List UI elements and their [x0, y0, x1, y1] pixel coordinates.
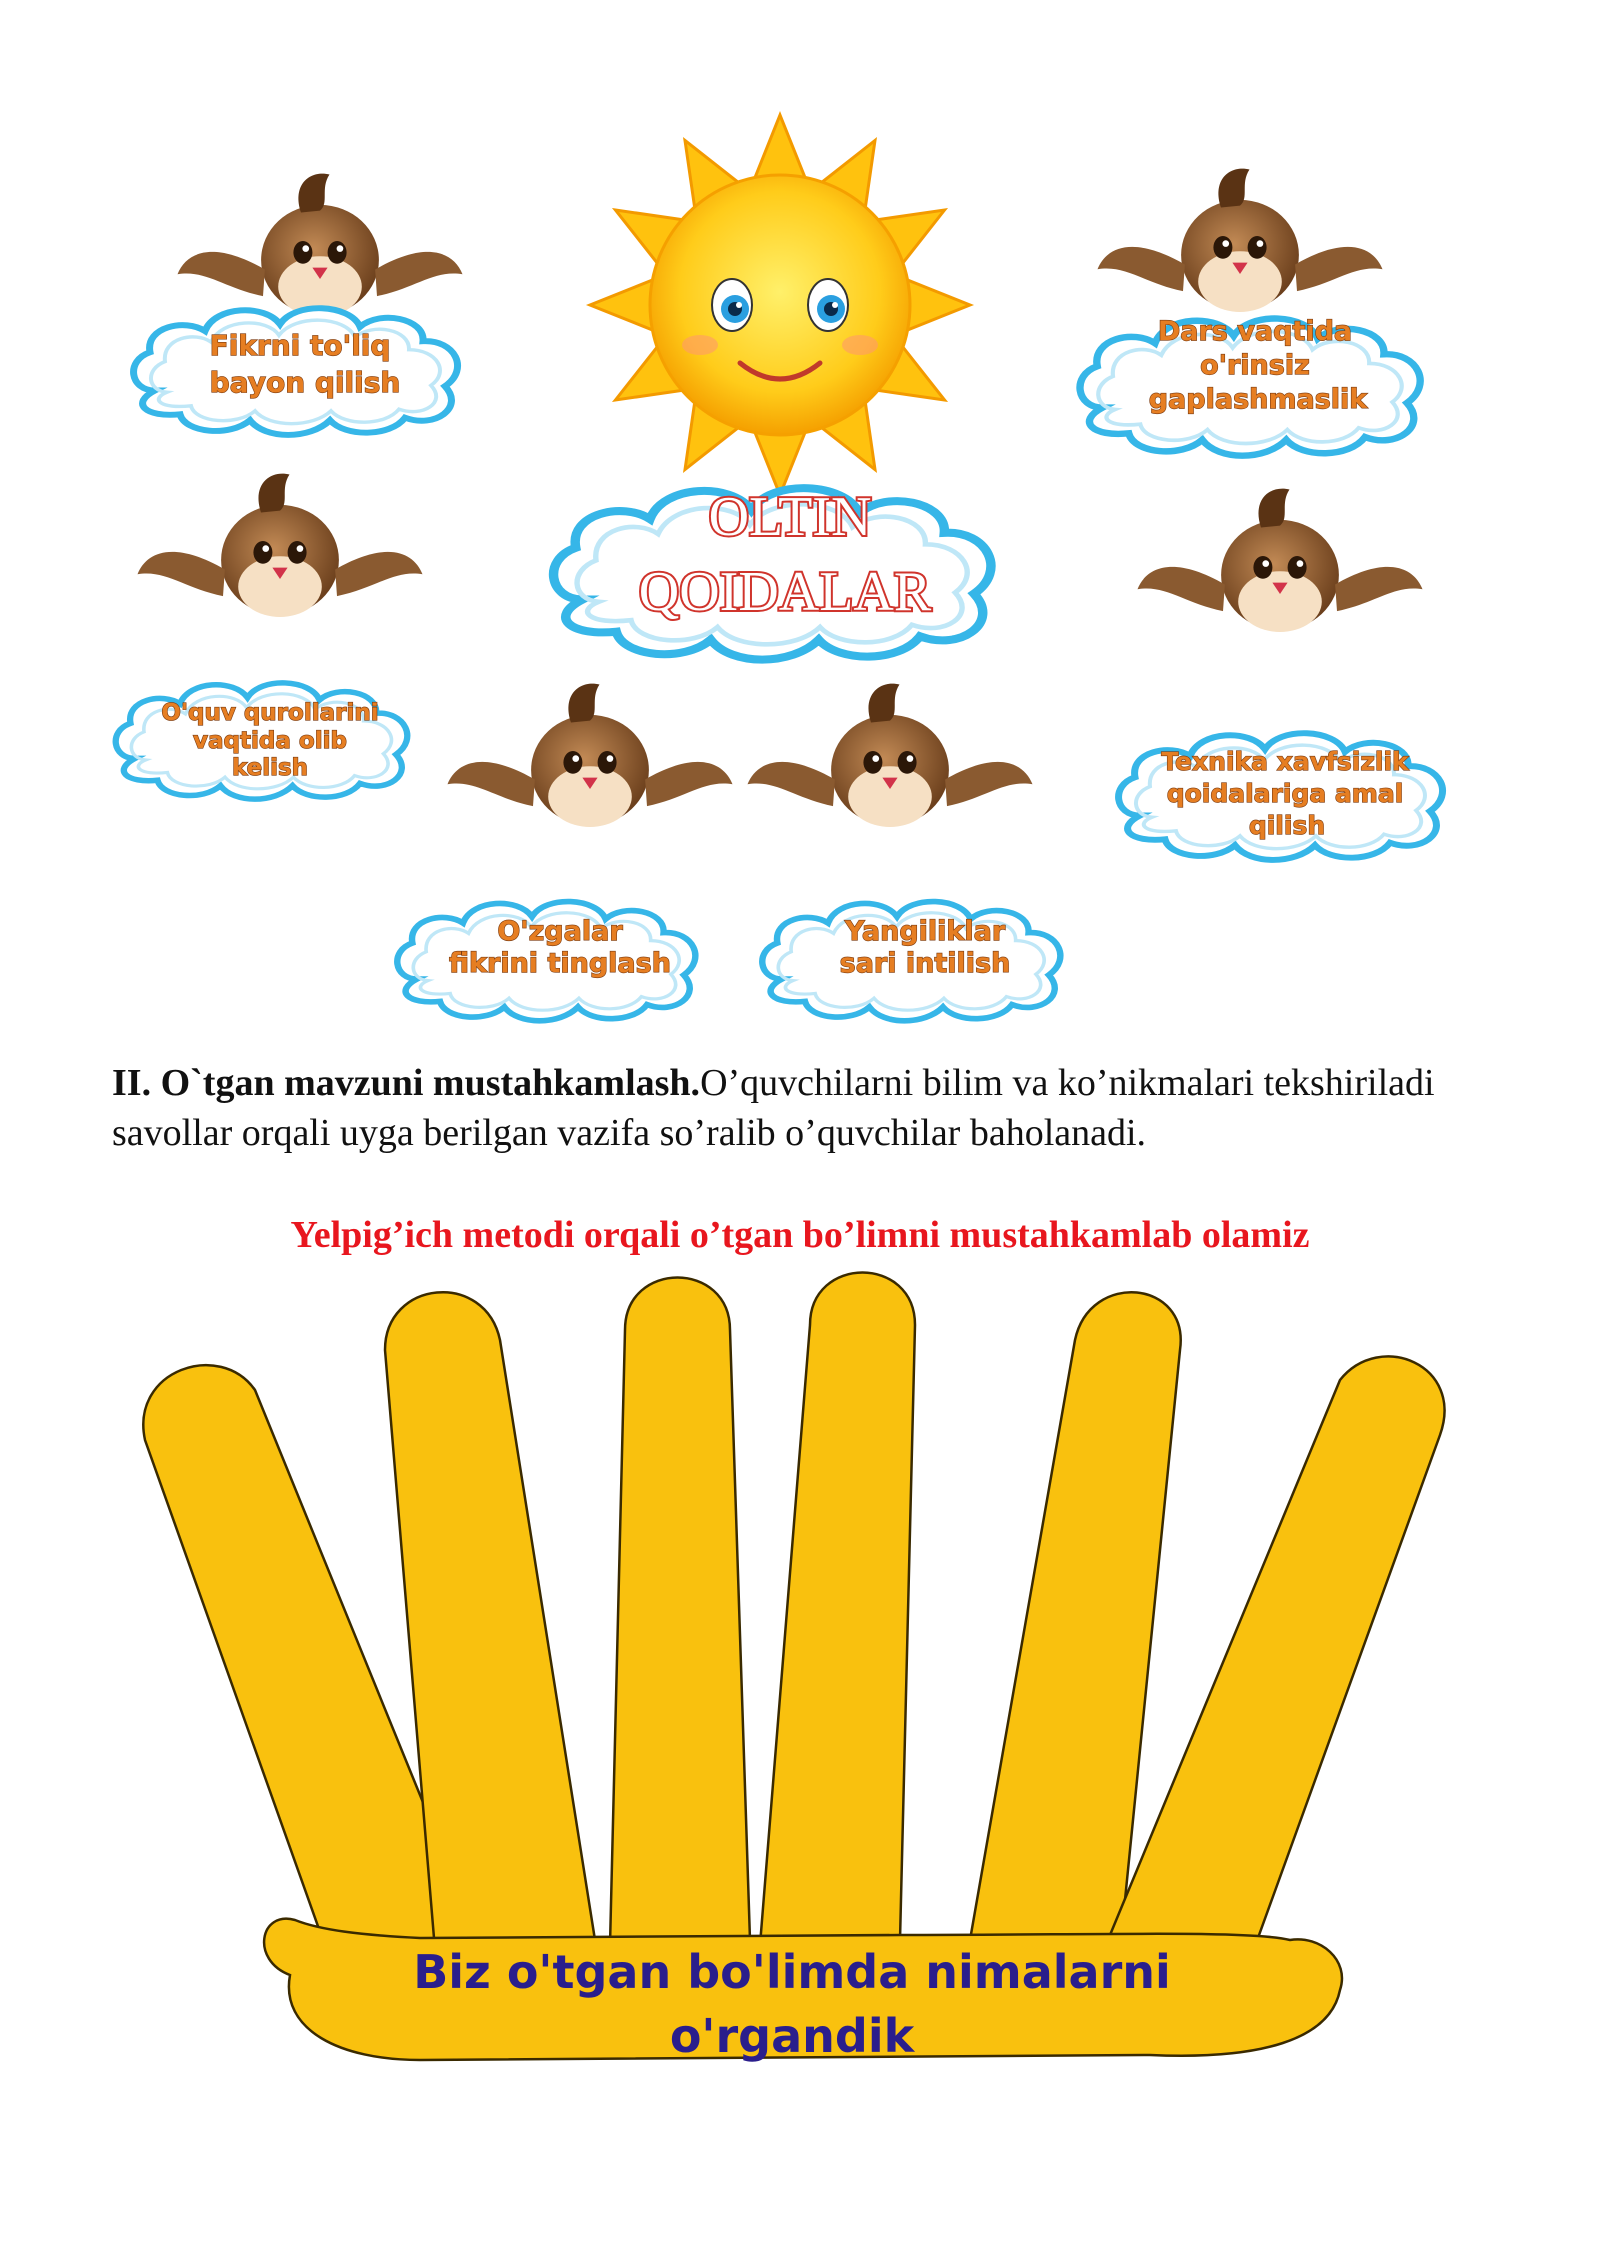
rule-3-line-1: O'quv qurollarini	[161, 700, 379, 726]
bird-icon	[748, 684, 1033, 827]
poster-title-line2: QOIDALAR	[638, 561, 932, 623]
rule-4-line-3: qilish	[1248, 811, 1326, 840]
rule-2-line-2: o'rinsiz	[1200, 350, 1310, 381]
fan-diagram	[0, 1270, 1600, 2090]
section-heading: II. O`tgan mavzuni mustahkamlash.	[112, 1062, 701, 1104]
fan-blade-3	[610, 1278, 750, 1946]
rule-5-line-1: O'zgalar	[497, 916, 623, 947]
bird-icon	[448, 684, 733, 827]
rule-5-line-2: fikrini tinglash	[449, 948, 671, 979]
golden-rules-poster	[0, 0, 1600, 1040]
poster-title-line1: OLTIN	[708, 486, 872, 548]
fan-label-line1: Biz o'tgan bo'limda nimalarni	[413, 1945, 1171, 1999]
fan-blade-4	[760, 1273, 915, 1946]
rule-4-line-1: Texnika xavfsizlik	[1161, 747, 1409, 776]
rule-1-line-1: Fikrni to'liq	[209, 329, 391, 362]
section-paragraph	[112, 1058, 1492, 1158]
bird-icon	[138, 474, 423, 617]
rule-6-line-2: sari intilish	[839, 948, 1011, 979]
rule-3-line-3: kelish	[231, 755, 309, 781]
bird-icon	[178, 174, 463, 317]
fan-label-line2: o'rgandik	[669, 2009, 915, 2063]
rule-6-line-1: Yangiliklar	[844, 916, 1006, 947]
bird-icon	[1098, 169, 1383, 312]
method-instruction: Yelpig’ich metodi orqali o’tgan bo’limni mustahkamlab olamiz	[290, 1214, 1310, 1256]
rule-3-line-2: vaqtida olib	[193, 728, 347, 754]
section-body: O’quvchilarni bilim va ko’nikmalari tekshiriladi savollar orqali uyga berilgan vazifa so’ralib o’quvchilar baholanadi.	[112, 1062, 1435, 1154]
sun-illustration	[590, 115, 970, 495]
rule-2-line-3: gaplashmaslik	[1148, 384, 1368, 415]
bird-icon	[1138, 489, 1423, 632]
rule-1-line-2: bayon qilish	[209, 366, 401, 399]
rule-4-line-2: qoidalariga amal	[1166, 779, 1404, 808]
rule-2-line-1: Dars vaqtida	[1157, 316, 1353, 347]
